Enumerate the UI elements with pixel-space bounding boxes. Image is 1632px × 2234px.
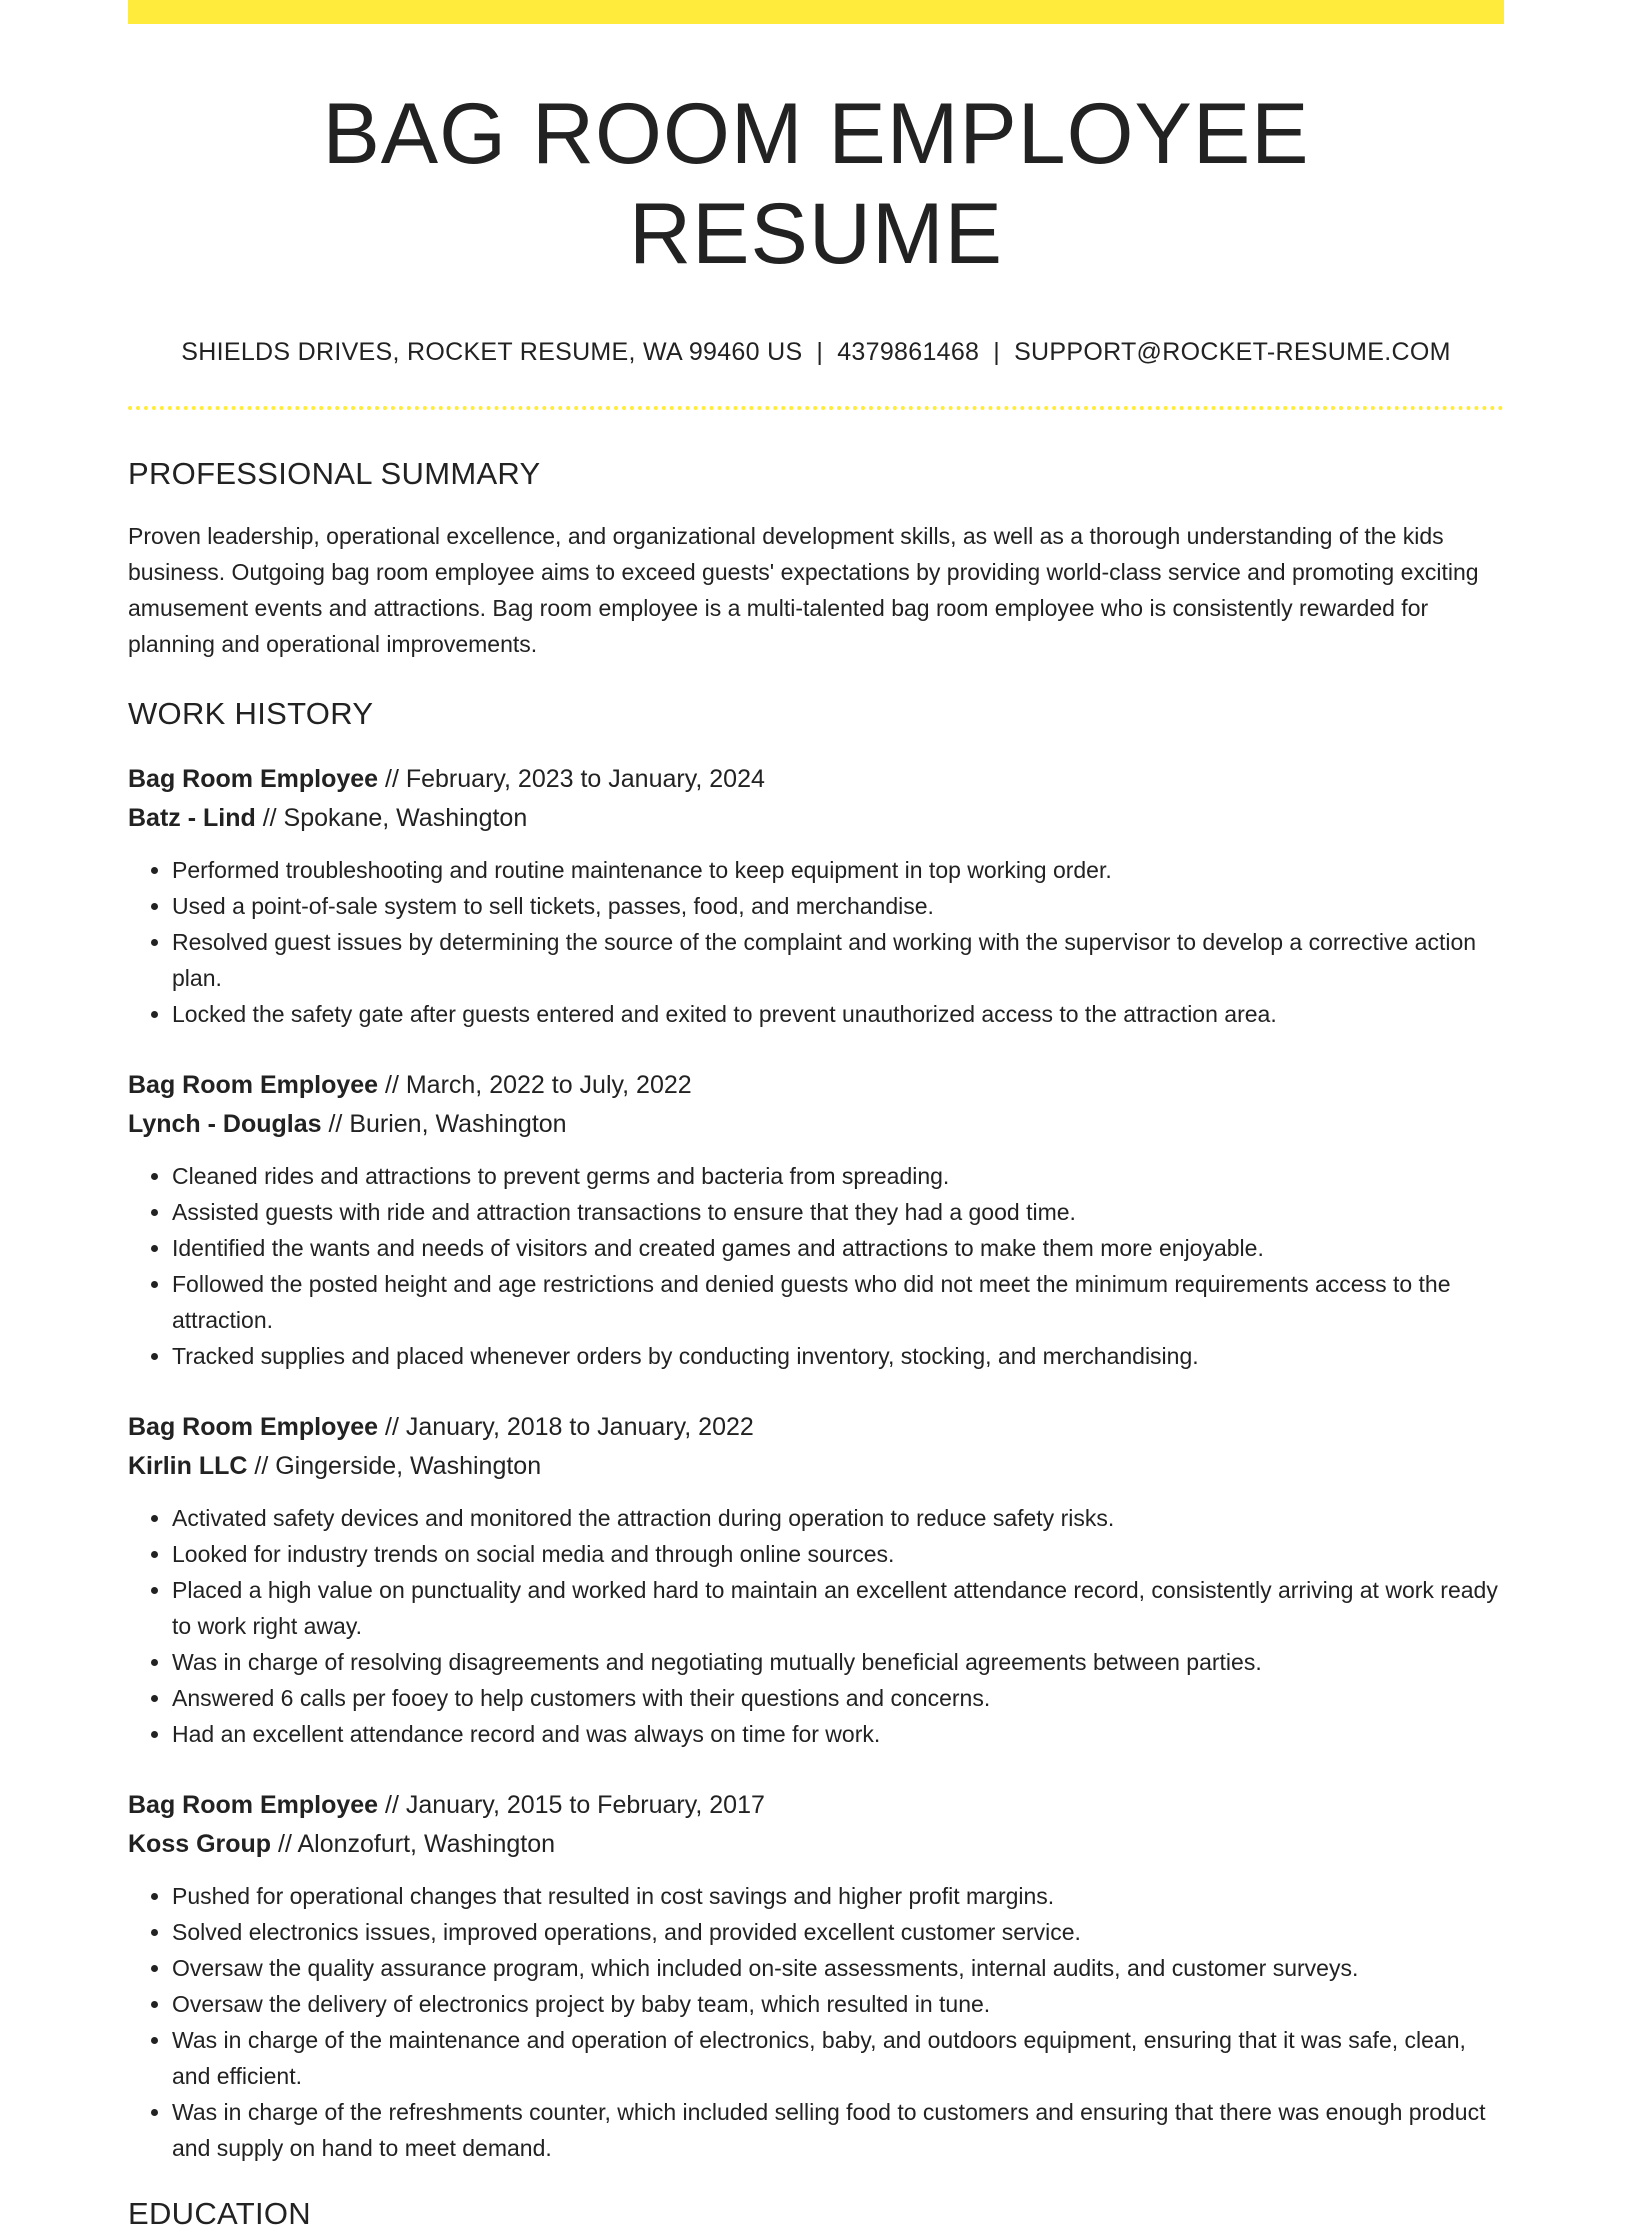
job-title: Bag Room Employee [128,1071,379,1099]
job-bullet: • Was in charge of the refreshments counter, which included selling food to customers and ensuring that there was enough product and supply on hand to meet demand. [172,2094,1504,2166]
job-bullet: • Answered 6 calls per fooey to help customers with their questions and concerns. [172,1680,1504,1716]
job-location: // Burien, Washington [328,1110,567,1138]
education-heading: EDUCATION [128,2196,311,2231]
dotted-divider [128,406,1504,410]
contact-line [128,336,1504,368]
job-title-line [128,1408,1504,1447]
contact-email: SUPPORT@ROCKET-RESUME.COM [1014,338,1451,366]
accent-top-bar [128,0,1504,24]
job-location: // Alonzofurt, Washington [278,1830,556,1858]
job-bullet: • Looked for industry trends on social media and through online sources. [172,1536,1504,1572]
job-bullet: • Pushed for operational changes that resulted in cost savings and higher profit margins. [172,1878,1504,1914]
contact-address: SHIELDS DRIVES, ROCKET RESUME, WA 99460 US [181,338,803,366]
job-title: Bag Room Employee [128,765,379,793]
job-company-line [128,1447,1504,1486]
job-company-line [128,799,1504,838]
job-bullet: • Solved electronics issues, improved operations, and provided excellent customer service. [172,1914,1504,1950]
job-location: // Spokane, Washington [262,804,528,832]
job-bullet: • Resolved guest issues by determining the source of the complaint and working with the supervisor to develop a corrective action plan. [172,924,1504,996]
job-title-line [128,760,1504,799]
job-dates: // March, 2022 to July, 2022 [385,1071,692,1099]
job-company: Koss Group [128,1830,272,1858]
job-dates: // February, 2023 to January, 2024 [385,765,765,793]
job-title: Bag Room Employee [128,1791,379,1819]
job-company: Batz - Lind [128,804,256,832]
job-bullet: • Oversaw the quality assurance program, which included on-site assessments, internal audits, and customer surveys. [172,1950,1504,1986]
resume-title: BAG ROOM EMPLOYEE RESUME [322,86,1310,282]
job-bullets [128,1500,1504,1752]
job-bullet: • Used a point-of-sale system to sell tickets, passes, food, and merchandise. [172,888,1504,924]
summary-heading: PROFESSIONAL SUMMARY [128,456,541,491]
job-title-line [128,1066,1504,1105]
job-title: Bag Room Employee [128,1413,379,1441]
contact-separator: | [993,338,1001,366]
job-bullet: • Followed the posted height and age restrictions and denied guests who did not meet the minimum requirements access to the attraction. [172,1266,1504,1338]
job-bullet: • Placed a high value on punctuality and worked hard to maintain an excellent attendance record, consistently arriving at work ready to work right away. [172,1572,1504,1644]
job-company: Kirlin LLC [128,1452,248,1480]
job-bullet: • Was in charge of resolving disagreements and negotiating mutually beneficial agreements between parties. [172,1644,1504,1680]
job-bullets [128,1158,1504,1374]
job-bullet: • Tracked supplies and placed whenever orders by conducting inventory, stocking, and merchandising. [172,1338,1504,1374]
resume-page [128,0,1504,2234]
job-bullet: • Assisted guests with ride and attraction transactions to ensure that they had a good time. [172,1194,1504,1230]
job-dates: // January, 2015 to February, 2017 [385,1791,765,1819]
job-company-line [128,1105,1504,1144]
job-bullet: • Cleaned rides and attractions to prevent germs and bacteria from spreading. [172,1158,1504,1194]
summary-paragraph: Proven leadership, operational excellence, and organizational development skills, as well as a thorough understanding of the kids business. Outgoing bag room employee aims to exceed guests' expectations by providing world-class service and promoting exciting amusement events and attractions. Bag room employee is a multi-talented bag room employee who is consistently rewarded for planning and operational improvements. [128,523,1479,657]
job-entry [128,1408,1504,1752]
job-bullet: • Oversaw the delivery of electronics project by baby team, which resulted in tune. [172,1986,1504,2022]
job-bullet: • Locked the safety gate after guests entered and exited to prevent unauthorized access to the attraction area. [172,996,1504,1032]
job-bullet: • Performed troubleshooting and routine maintenance to keep equipment in top working order. [172,852,1504,888]
job-dates: // January, 2018 to January, 2022 [385,1413,754,1441]
job-entry [128,1066,1504,1374]
job-location: // Gingerside, Washington [254,1452,542,1480]
contact-phone: 4379861468 [837,338,980,366]
contact-separator: | [816,338,824,366]
job-bullet: • Activated safety devices and monitored the attraction during operation to reduce safety risks. [172,1500,1504,1536]
job-bullet: • Was in charge of the maintenance and operation of electronics, baby, and outdoors equipment, ensuring that it was safe, clean, and efficient. [172,2022,1504,2094]
job-company: Lynch - Douglas [128,1110,322,1138]
job-title-line [128,1786,1504,1825]
job-bullets [128,852,1504,1032]
job-bullets [128,1878,1504,2166]
job-bullet: • Had an excellent attendance record and was always on time for work. [172,1716,1504,1752]
work-history-heading: WORK HISTORY [128,696,374,731]
job-entry [128,760,1504,1032]
job-bullet: • Identified the wants and needs of visitors and created games and attractions to make them more enjoyable. [172,1230,1504,1266]
job-company-line [128,1825,1504,1864]
job-entry [128,1786,1504,2166]
